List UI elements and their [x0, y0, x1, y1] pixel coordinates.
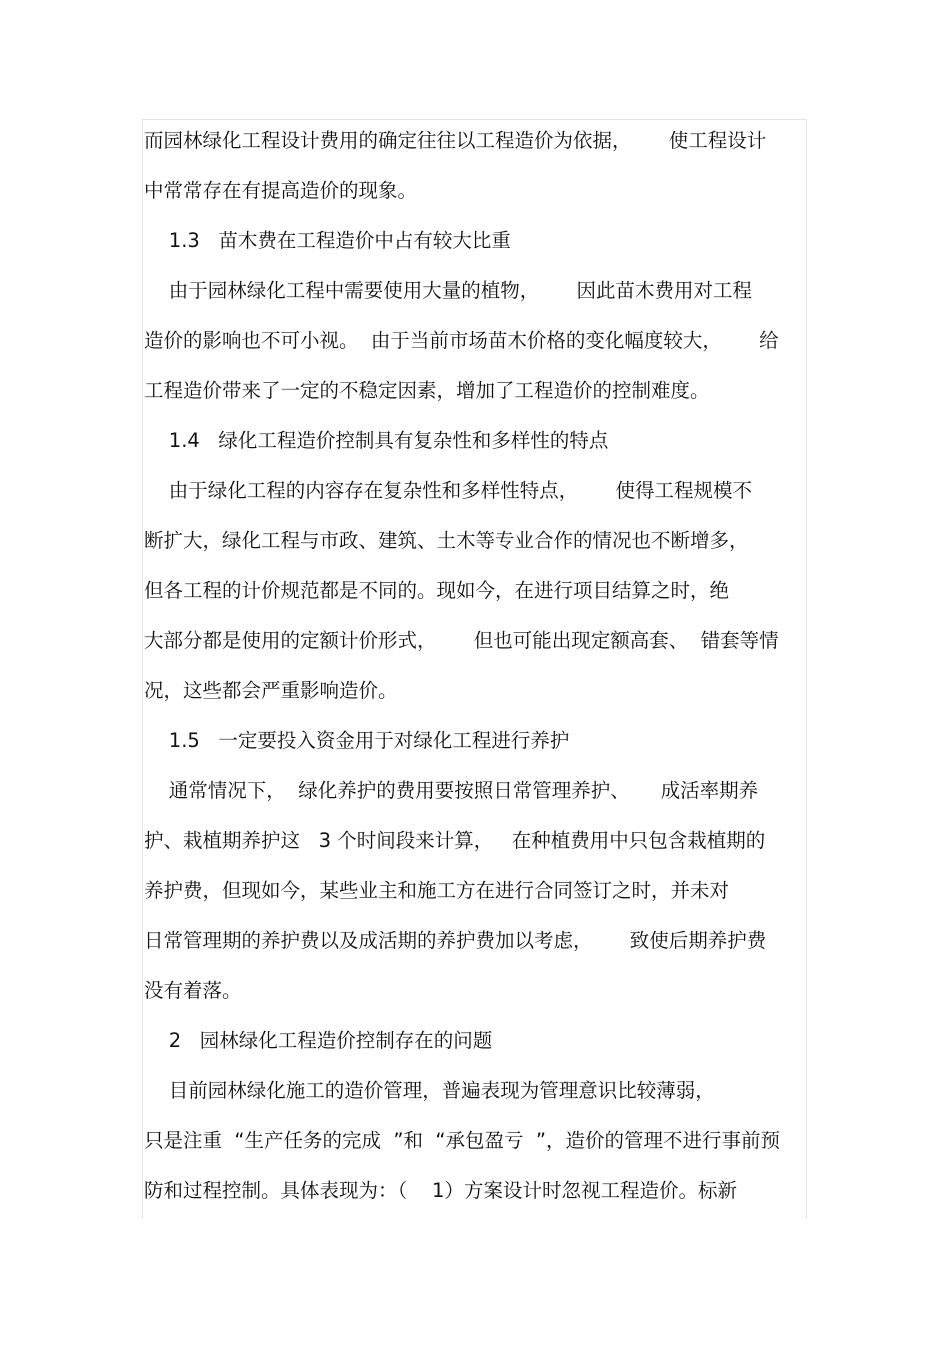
text-line: 大部分都是使用的定额计价形式， 但也可能出现定额高套、 错套等情 [144, 629, 779, 652]
section-heading: 1.4 绿化工程造价控制具有复杂性和多样性的特点 [144, 429, 609, 452]
text-line: 护、栽植期养护这 3 个时间段来计算， 在种植费用中只包含栽植期的 [144, 829, 766, 852]
section-heading: 2 园林绿化工程造价控制存在的问题 [144, 1029, 493, 1052]
text-line: 工程造价带来了一定的不稳定因素，增加了工程造价的控制难度。 [144, 379, 710, 402]
text-line: 只是注重 “生产任务的完成 ”和 “承包盈亏 ”，造价的管理不进行事前预 [144, 1129, 780, 1152]
text-line: 没有着落。 [144, 979, 242, 1002]
text-line: 防和过程控制。具体表现为：（ 1）方案设计时忽视工程造价。标新 [144, 1179, 737, 1202]
text-line: 而园林绿化工程设计费用的确定往往以工程造价为依据， 使工程设计 [144, 129, 767, 152]
text-line: 中常常存在有提高造价的现象。 [144, 179, 418, 202]
text-line: 通常情况下， 绿化养护的费用要按照日常管理养护、 成活率期养 [144, 779, 759, 802]
text-line: 断扩大，绿化工程与市政、建筑、土木等专业合作的情况也不断增多， [144, 529, 749, 552]
text-line: 目前园林绿化施工的造价管理，普遍表现为管理意识比较薄弱， [144, 1079, 715, 1102]
text-line: 但各工程的计价规范都是不同的。现如今，在进行项目结算之时，绝 [144, 579, 730, 602]
text-line: 日常管理期的养护费以及成活期的养护费加以考虑， 致使后期养护费 [144, 929, 767, 952]
text-line: 况，这些都会严重影响造价。 [144, 679, 398, 702]
text-line: 养护费，但现如今，某些业主和施工方在进行合同签订之时，并未对 [144, 879, 730, 902]
text-line: 由于园林绿化工程中需要使用大量的植物， 因此苗木费用对工程 [144, 279, 752, 302]
text-line: 造价的影响也不可小视。 由于当前市场苗木价格的变化幅度较大， 给 [144, 329, 779, 352]
text-line: 由于绿化工程的内容存在复杂性和多样性特点， 使得工程规模不 [144, 479, 752, 502]
section-heading: 1.3 苗木费在工程造价中占有较大比重 [144, 229, 511, 252]
section-heading: 1.5 一定要投入资金用于对绿化工程进行养护 [144, 729, 570, 752]
